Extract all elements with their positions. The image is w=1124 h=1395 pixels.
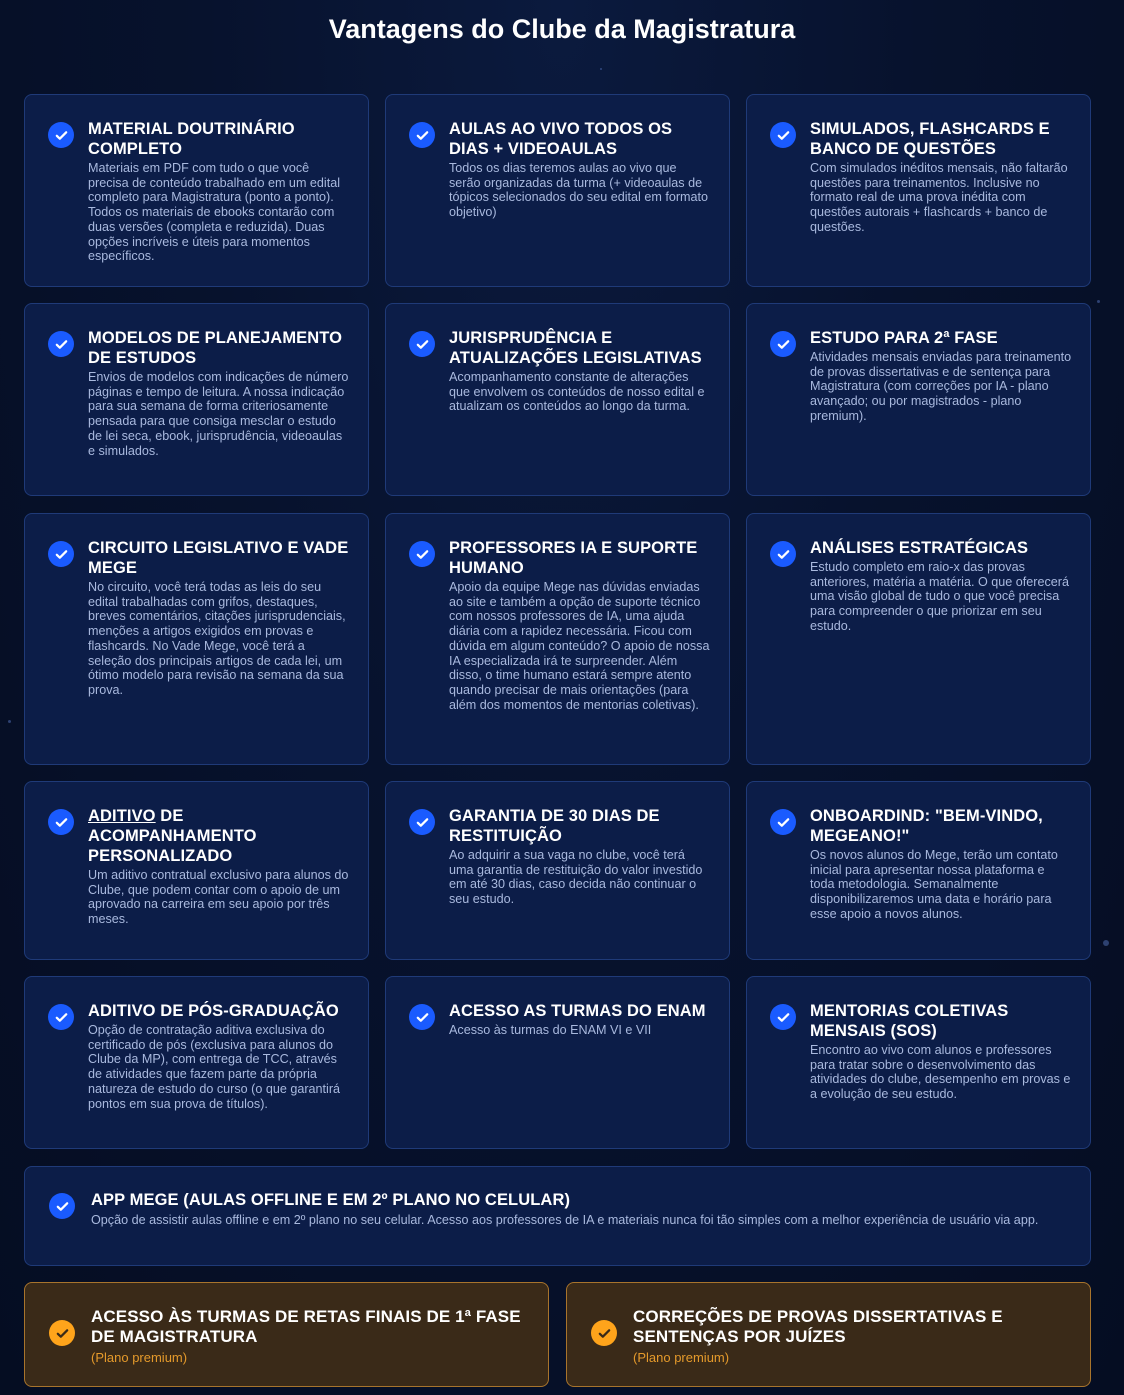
- benefit-card-enam: [385, 976, 730, 1149]
- card-title: JURISPRUDÊNCIA E ATUALIZAÇÕES LEGISLATIVAS: [449, 329, 702, 367]
- check-circle-icon: [409, 1004, 435, 1030]
- card-title: [88, 806, 350, 866]
- card-description: Acompanhamento constante de alterações que envolvem os conteúdos de nosso edital e atualizam os conteúdos ao longo da turma.: [449, 370, 705, 414]
- aditivo-link[interactable]: ADITIVO: [88, 807, 156, 825]
- check-circle-icon: [49, 1193, 75, 1219]
- benefit-card-professores-ia: [385, 513, 730, 765]
- benefit-card-app-mege: [24, 1166, 1091, 1266]
- card-description: Acesso às turmas do ENAM VI e VII: [449, 1023, 652, 1037]
- premium-card-retas-finais: [24, 1282, 549, 1387]
- card-title: ESTUDO PARA 2ª FASE: [810, 329, 998, 347]
- card-title: APP MEGE (AULAS OFFLINE E EM 2º PLANO NO CELULAR): [91, 1191, 571, 1209]
- card-title: PROFESSORES IA E SUPORTE HUMANO: [449, 539, 698, 577]
- benefit-card-planejamento: [24, 303, 369, 496]
- premium-plan-note: (Plano premium): [91, 1350, 188, 1365]
- background-star: [8, 720, 11, 723]
- card-description: Opção de contratação aditiva exclusiva do certificado de pós (exclusiva para alunos do Clube da MP), com entrega de TCC, através de atividades que fazem parte da própria natureza de estudo do curso (o que garantirá pontos em sua prova de títulos).: [88, 1023, 341, 1111]
- card-description: Os novos alunos do Mege, terão um contato inicial para apresentar nossa plataforma e toda metodologia. Semanalmente disponibilizaremos uma data e horário para esse apoio a novos alunos.: [810, 848, 1058, 921]
- card-description: Apoio da equipe Mege nas dúvidas enviadas ao site e também a opção de suporte técnico com nossos professores de IA, uma ajuda diária com a rapidez necessária. Ficou com dúvida em algum conteúdo? O apoio de nossa IA especializada irá te surpreender. Além disso, o time humano estará sempre atento quando precisar de mais orientações (para além dos momentos de mentorias coletivas).: [449, 580, 710, 712]
- card-description: Materiais em PDF com tudo o que você precisa de conteúdo trabalhado em um edital completo para Magistratura (ponto a ponto). Todos os materiais de ebooks contarão com duas versões (completa e reduzida). Duas opções incríveis e úteis para momentos específicos.: [88, 161, 341, 264]
- card-title: ANÁLISES ESTRATÉGICAS: [810, 539, 1029, 557]
- background-star: [1097, 300, 1100, 303]
- check-circle-icon: [48, 541, 74, 567]
- check-circle-icon: [409, 331, 435, 357]
- benefit-card-jurisprudencia: [385, 303, 730, 496]
- background-star: [1103, 940, 1109, 946]
- benefit-card-simulados: [746, 94, 1091, 287]
- benefit-card-segunda-fase: [746, 303, 1091, 496]
- check-circle-icon: [49, 1320, 75, 1346]
- card-description: Ao adquirir a sua vaga no clube, você terá uma garantia de restituição do valor investido em até 30 dias, caso decida não continuar o seu estudo.: [449, 848, 703, 907]
- card-title: ACESSO ÀS TURMAS DE RETAS FINAIS DE 1ª FASE DE MAGISTRATURA: [91, 1307, 521, 1346]
- benefit-card-pos-graduacao: [24, 976, 369, 1149]
- card-title: ONBOARDIND: "BEM-VINDO, MEGEANO!": [810, 807, 1043, 845]
- benefit-card-onboarding: [746, 781, 1091, 960]
- card-description: Envios de modelos com indicações de número páginas e tempo de leitura. A nossa indicação para sua semana de forma criteriosamente pensada para que consiga mesclar o estudo de lei seca, ebook, jurisprudência, videoaulas e simulados.: [88, 370, 349, 458]
- benefit-card-garantia: [385, 781, 730, 960]
- check-circle-icon: [770, 809, 796, 835]
- page-title: Vantagens do Clube da Magistratura: [328, 14, 796, 44]
- card-description: Encontro ao vivo com alunos e professores para tratar sobre o desenvolvimento das atividades do clube, desempenho em provas e a evolução de seu estudo.: [810, 1043, 1071, 1102]
- card-title: AULAS AO VIVO TODOS OS DIAS + VIDEOAULAS: [449, 120, 673, 158]
- benefit-card-mentorias: [746, 976, 1091, 1149]
- card-title: ACESSO AS TURMAS DO ENAM: [449, 1002, 706, 1020]
- check-circle-icon: [48, 1004, 74, 1030]
- card-title: CIRCUITO LEGISLATIVO E VADE MEGE: [88, 539, 349, 577]
- card-description: Todos os dias teremos aulas ao vivo que serão organizadas da turma (+ videoaulas de tópicos selecionados do seu edital em formato objetivo): [449, 161, 709, 220]
- check-circle-icon: [770, 331, 796, 357]
- card-title: SIMULADOS, FLASHCARDS E BANCO DE QUESTÕES: [810, 120, 1050, 158]
- check-circle-icon: [48, 122, 74, 148]
- benefit-card-aulas: [385, 94, 730, 287]
- card-title: MODELOS DE PLANEJAMENTO DE ESTUDOS: [88, 329, 343, 367]
- check-circle-icon: [409, 809, 435, 835]
- check-circle-icon: [770, 1004, 796, 1030]
- card-title: CORREÇÕES DE PROVAS DISSERTATIVAS E SENTENÇAS POR JUÍZES: [633, 1307, 1003, 1346]
- card-title: MATERIAL DOUTRINÁRIO COMPLETO: [88, 120, 295, 158]
- check-circle-icon: [409, 541, 435, 567]
- card-description: No circuito, você terá todas as leis do seu edital trabalhadas com grifos, destaques, breves comentários, citações jurisprudenciais, menções a artigos exigidos em provas e flashcards. No Vade Mege, você terá a seleção dos principais artigos de cada lei, um ótimo modelo para revisão na semana da sua prova.: [88, 580, 346, 697]
- card-description: Um aditivo contratual exclusivo para alunos do Clube, que podem contar com o apoio de um aprovado na carreira em seu apoio por três meses.: [88, 868, 349, 927]
- background-star: [600, 68, 602, 70]
- card-title: ADITIVO DE PÓS-GRADUAÇÃO: [88, 1002, 339, 1020]
- card-title: MENTORIAS COLETIVAS MENSAIS (SOS): [810, 1002, 1009, 1040]
- premium-plan-note: (Plano premium): [633, 1350, 730, 1365]
- check-circle-icon: [770, 122, 796, 148]
- check-circle-icon: [409, 122, 435, 148]
- check-circle-icon: [770, 541, 796, 567]
- benefit-card-circuito: [24, 513, 369, 765]
- benefit-card-material: [24, 94, 369, 287]
- premium-card-correcoes: [566, 1282, 1091, 1387]
- check-circle-icon: [48, 331, 74, 357]
- card-description: Opção de assistir aulas offline e em 2º plano no seu celular. Acesso aos professores de IA e materiais nunca foi tão simples com a melhor experiência de usuário via app.: [91, 1213, 1039, 1227]
- card-description: Atividades mensais enviadas para treinamento de provas dissertativas e de sentença para Magistratura (com correções por IA - plano avançado; ou por magistrados - plano premium).: [810, 350, 1072, 423]
- benefit-card-analises: [746, 513, 1091, 765]
- card-title: GARANTIA DE 30 DIAS DE RESTITUIÇÃO: [449, 807, 660, 845]
- card-description: Com simulados inéditos mensais, não faltarão questões para treinamentos. Inclusive no formato real de uma prova inédita com questões autorais + flashcards + banco de questões.: [810, 161, 1068, 234]
- check-circle-icon: [591, 1320, 617, 1346]
- card-description: Estudo completo em raio-x das provas anteriores, matéria a matéria. O que oferecerá uma visão global de tudo o que você precisa para compreender o que priorizar em seu estudo.: [810, 560, 1069, 633]
- check-circle-icon: [48, 809, 74, 835]
- card-title-rest: DE ACOMPANHAMENTO PERSONALIZADO: [88, 807, 257, 865]
- benefit-card-aditivo-acompanhamento: [24, 781, 369, 960]
